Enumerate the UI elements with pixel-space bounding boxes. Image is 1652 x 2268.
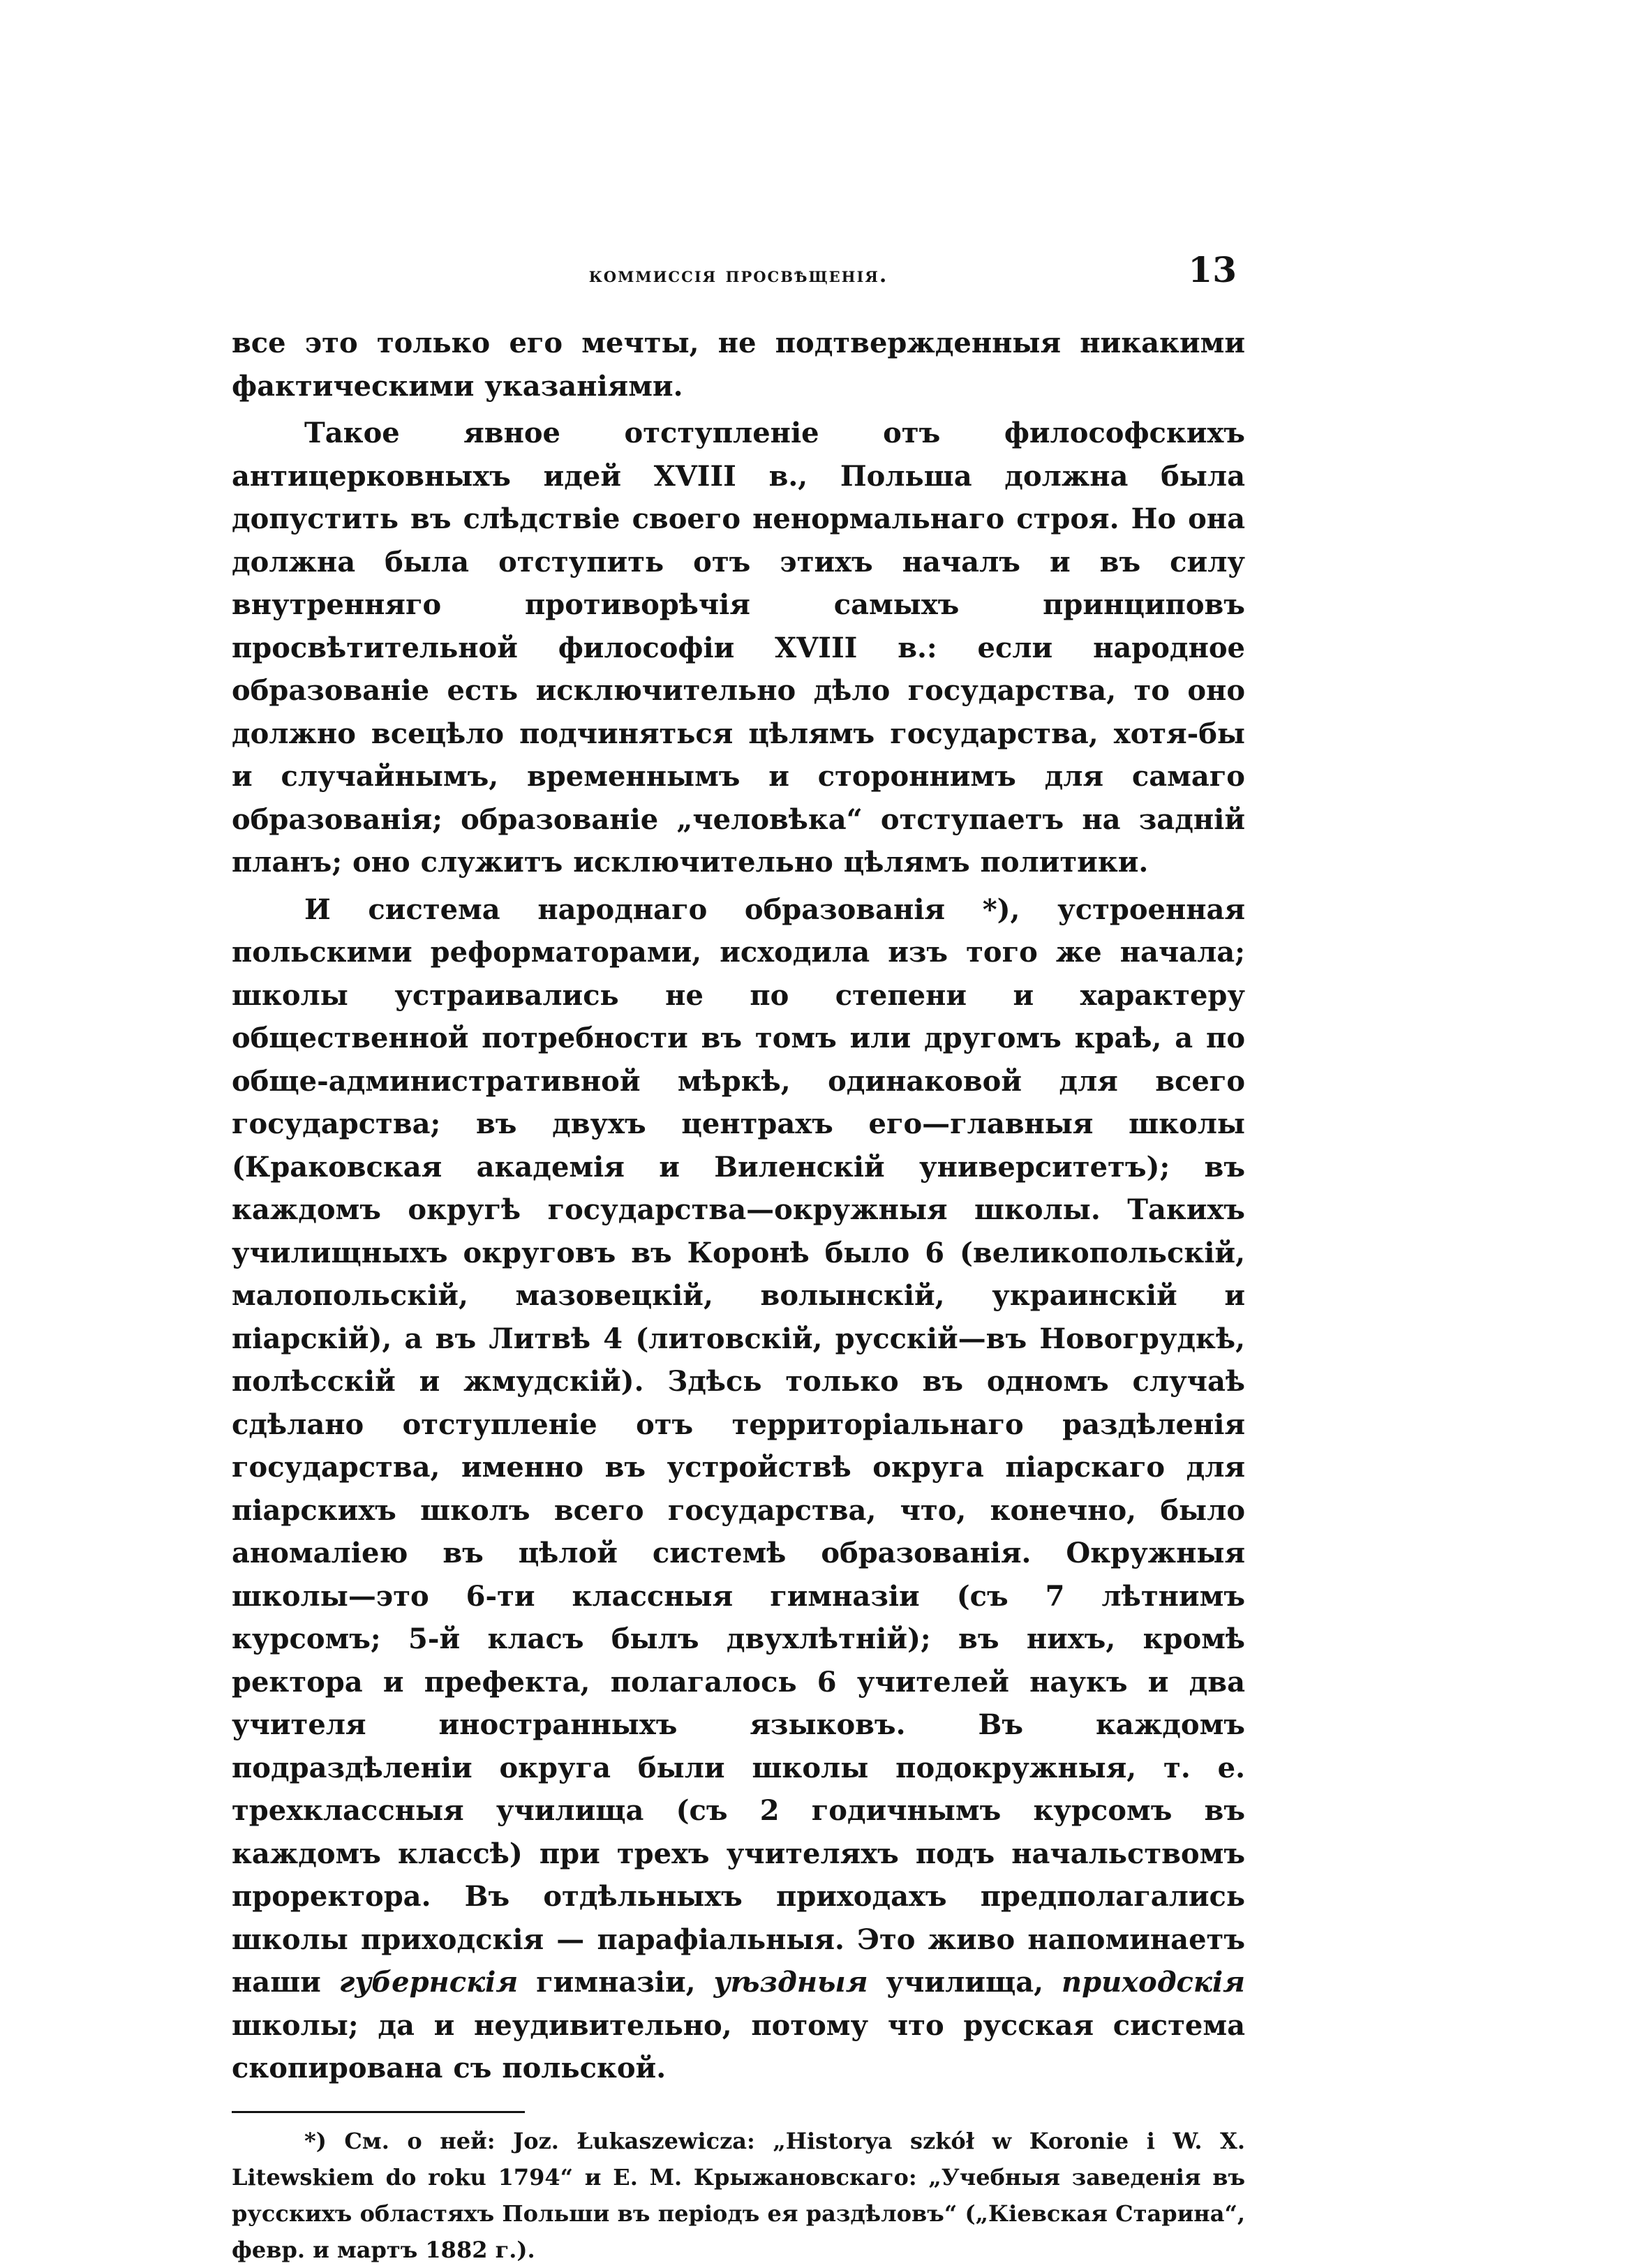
italic-uezdnyya: уѣздныя <box>713 1966 868 1999</box>
running-title: коммиссія просвѣщенія. <box>588 263 888 288</box>
paragraph-1: все это только его мечты, не подтвержденныя никакими фактическими указаніями. <box>232 327 1245 403</box>
paragraph-3-text-b: гимназіи, <box>518 1966 714 1999</box>
paragraph-3-text-c: училища, <box>868 1966 1062 1999</box>
footnote: *) См. о ней: Joz. Łukaszewicza: „Historya szkół w Koronie i W. X. Litewskiem do roku 1794“ и Е. М. Крыжановскаго: „Учебныя заведенія въ русскихъ областяхъ Польши въ періодъ ея раздѣловъ“ („Кіевская Старина“, февр. и мартъ 1882 г.). <box>232 2127 1245 2263</box>
footnote-rule <box>232 2111 525 2113</box>
italic-prikhodskiya: приходскія <box>1062 1966 1245 1999</box>
body-text <box>232 322 1245 2090</box>
page-number: 13 <box>1188 249 1237 290</box>
running-head <box>232 248 1245 298</box>
paragraph-3 <box>232 888 1245 2090</box>
italic-gubernskiya: губернскія <box>338 1966 519 1999</box>
book-page <box>232 248 1245 2268</box>
paragraph-3-text-a: И система народнаго образованія *), устроенная польскими реформаторами, исходила изъ того же начала; школы устраивались не по степени и характеру общественной потребности въ томъ или другомъ краѣ, а по обще-административной мѣркѣ, одинаковой для всего государства; въ двухъ центрахъ его—главныя школы (Краковская академія и Виленскій университетъ); въ каждомъ округѣ государства—окружныя школы. Такихъ училищныхъ округовъ въ Коронѣ было 6 (великопольскій, малопольскій, мазовецкій, волынскій, украинскій и піарскій), а въ Литвѣ 4 (литовскій, русскій—въ Новогрудкѣ, полѣсскій и жмудскій). Здѣсь только въ одномъ случаѣ сдѣлано отступленіе отъ территоріальнаго раздѣленія государства, именно въ устройствѣ округа піарскаго для піарскихъ школъ всего государства, что, конечно, было аномаліею въ цѣлой системѣ образованія. Окружныя школы—это 6-ти классныя гимназіи (съ 7 лѣтнимъ курсомъ; 5-й класъ былъ двухлѣтній); въ нихъ, кромѣ ректора и префекта, полагалось 6 учителей наукъ и два учителя иностранныхъ языковъ. Въ каждомъ подраздѣленіи округа были школы подокружныя, т. е. трехклассныя училища (съ 2 годичнымъ курсомъ въ каждомъ классѣ) при трехъ учителяхъ подъ начальствомъ проректора. Въ отдѣльныхъ приходахъ предполагались школы приходскія — парафіальныя. Это живо напоминаетъ наши <box>232 893 1245 1999</box>
paragraph-3-text-d: школы; да и неудивительно, потому что русская система скопирована съ польской. <box>232 2008 1245 2084</box>
paragraph-2: Такое явное отступленіе отъ философскихъ антицерковныхъ идей XVIII в., Польша должна была допустить въ слѣдствіе своего ненормальнаго строя. Но она должна была отступить отъ этихъ началъ и въ силу внутренняго противорѣчія самыхъ принциповъ просвѣтительной философіи XVIII в.: если народное образованіе есть исключительно дѣло государства, то оно должно всецѣло подчиняться цѣлямъ государства, хотя-бы и случайнымъ, временнымъ и стороннимъ для самаго образованія; образованіе „человѣка“ отступаетъ на задній планъ; оно служитъ исключительно цѣлямъ политики. <box>232 417 1245 879</box>
